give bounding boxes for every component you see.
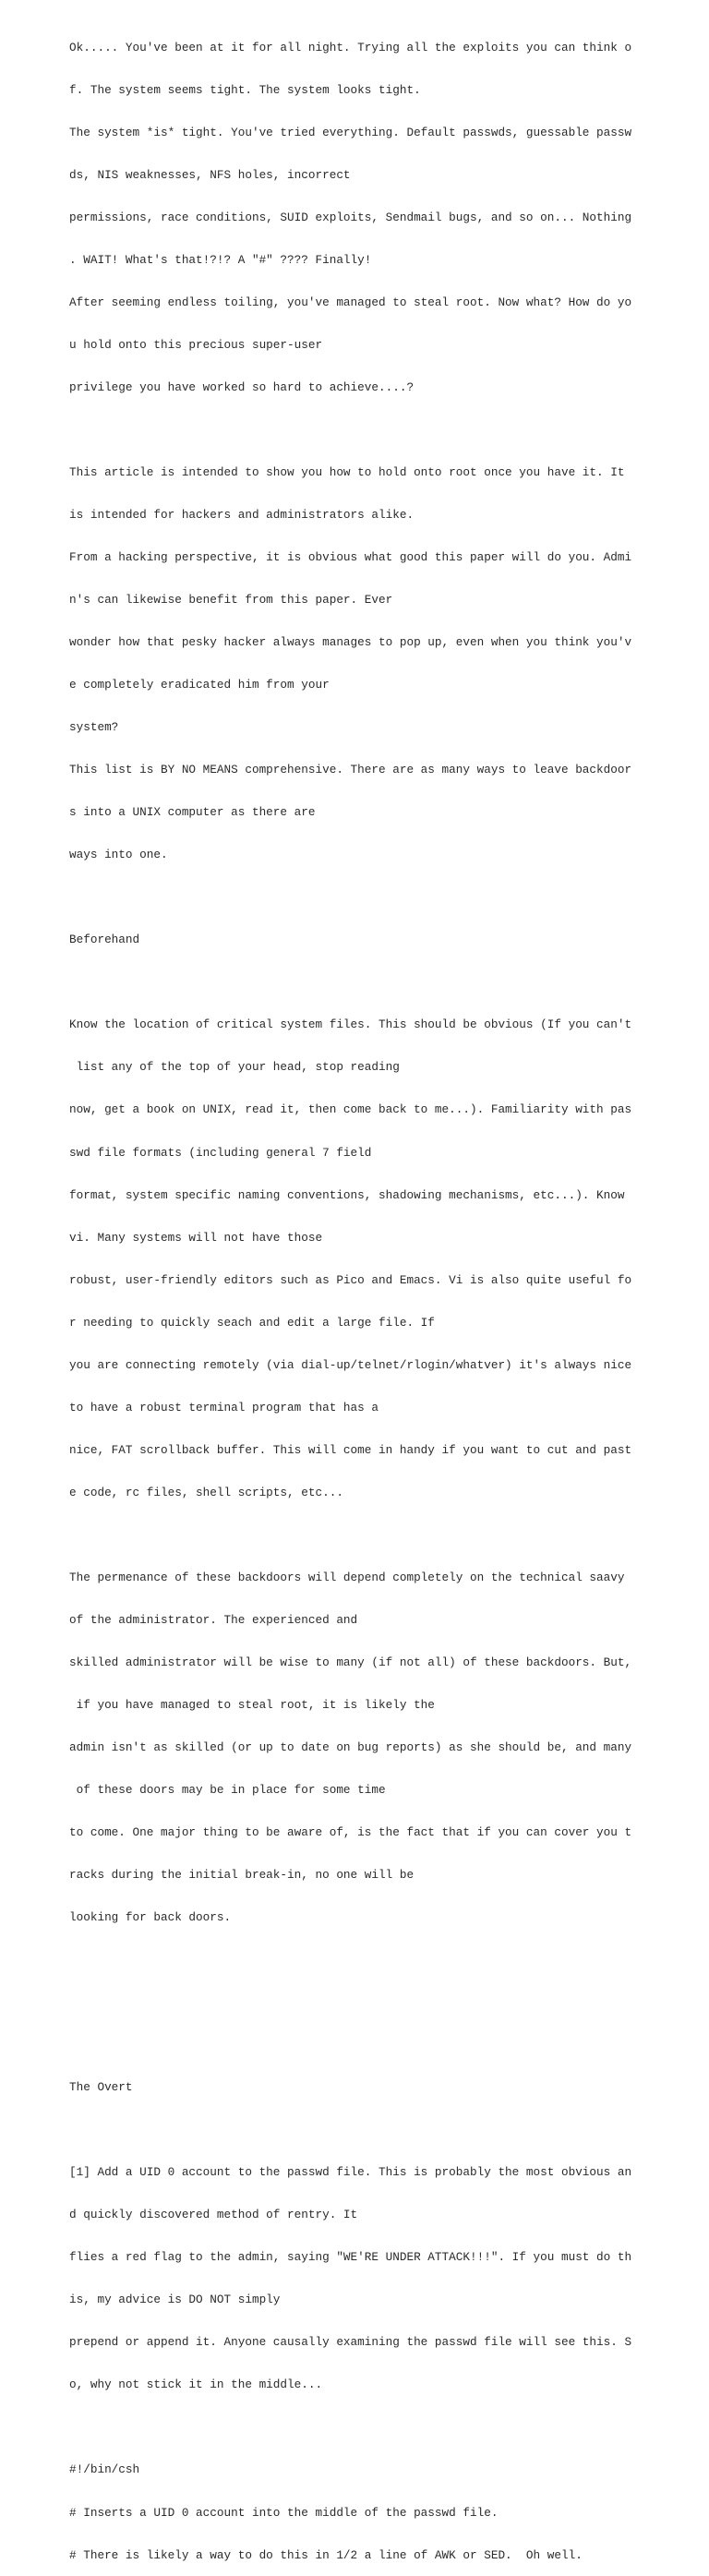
- section-heading-the-overt: The Overt: [69, 2080, 133, 2095]
- text-line: u hold onto this precious super-user: [69, 337, 323, 352]
- text-line: . WAIT! What's that!?!? A "#" ???? Finally!: [69, 252, 372, 267]
- text-line: to come. One major thing to be aware of, is the fact that if you can cover you t: [69, 1825, 632, 1839]
- text-line: robust, user-friendly editors such as Pico and Emacs. Vi is also quite useful fo: [69, 1272, 632, 1287]
- text-line: skilled administrator will be wise to many (if not all) of these backdoors. But,: [69, 1655, 632, 1669]
- text-line: n's can likewise benefit from this paper. Ever: [69, 593, 393, 608]
- text-line: This list is BY NO MEANS comprehensive. There are as many ways to leave backdoor: [69, 763, 632, 777]
- text-line: wonder how that pesky hacker always manages to pop up, even when you think you'v: [69, 635, 632, 650]
- text-line: e code, rc files, shell scripts, etc...: [69, 1485, 343, 1499]
- code-line: # Inserts a UID 0 account into the middle of the passwd file.: [69, 2505, 499, 2520]
- text-line: From a hacking perspective, it is obvious what good this paper will do you. Admi: [69, 550, 632, 565]
- blank-line: [69, 975, 623, 989]
- text-line: if you have managed to steal root, it is likely the: [69, 1697, 435, 1712]
- text-line: e completely eradicated him from your: [69, 678, 330, 692]
- text-line: list any of the top of your head, stop reading: [69, 1060, 400, 1075]
- text-line: ds, NIS weaknesses, NFS holes, incorrect: [69, 167, 351, 182]
- text-line: Know the location of critical system files. This should be obvious (If you can't: [69, 1017, 632, 1032]
- blank-line: [69, 2123, 623, 2137]
- text-line: nice, FAT scrollback buffer. This will come in handy if you want to cut and past: [69, 1442, 632, 1457]
- text-line: This article is intended to show you how to hold onto root once you have it. It: [69, 465, 625, 479]
- text-line: to have a robust terminal program that has a: [69, 1400, 379, 1414]
- text-line: vi. Many systems will not have those: [69, 1230, 323, 1245]
- code-line: # There is likely a way to do this in 1/2 a line of AWK or SED. Oh well.: [69, 2547, 583, 2562]
- text-line: swd file formats (including general 7 field: [69, 1145, 372, 1160]
- text-line: ways into one.: [69, 848, 168, 862]
- text-line: d quickly discovered method of rentry. It: [69, 2208, 358, 2222]
- blank-line: [69, 2038, 623, 2052]
- text-line: of the administrator. The experienced and: [69, 1612, 358, 1627]
- text-line: admin isn't as skilled (or up to date on bug reports) as she should be, and many: [69, 1739, 632, 1754]
- text-line: flies a red flag to the admin, saying "WE'RE UNDER ATTACK!!!". If you must do th: [69, 2250, 632, 2265]
- text-line: privilege you have worked so hard to achieve....?: [69, 379, 415, 394]
- text-line: is intended for hackers and administrators alike.: [69, 508, 415, 523]
- section-heading-beforehand: Beforehand: [69, 933, 140, 947]
- text-line: Ok..... You've been at it for all night. Trying all the exploits you can think o: [69, 40, 632, 54]
- code-line: #!/bin/csh: [69, 2462, 140, 2477]
- text-line: now, get a book on UNIX, read it, then come back to me...). Familiarity with pas: [69, 1102, 632, 1117]
- text-line: s into a UNIX computer as there are: [69, 805, 316, 820]
- blank-line: [69, 423, 623, 437]
- text-line: permissions, race conditions, SUID exploits, Sendmail bugs, and so on... Nothing: [69, 210, 632, 224]
- blank-line: [69, 2420, 623, 2434]
- text-line: format, system specific naming conventions, shadowing mechanisms, etc...). Know: [69, 1187, 625, 1202]
- text-line: of these doors may be in place for some time: [69, 1782, 386, 1797]
- blank-line: [69, 1953, 623, 1967]
- text-line: The permenance of these backdoors will depend completely on the technical saavy: [69, 1570, 625, 1584]
- text-line: f. The system seems tight. The system looks tight.: [69, 82, 421, 97]
- text-line: racks during the initial break-in, no one will be: [69, 1868, 415, 1883]
- text-line: r needing to quickly seach and edit a large file. If: [69, 1315, 435, 1330]
- text-line: you are connecting remotely (via dial-up/telnet/rlogin/whatver) it's always nice: [69, 1357, 632, 1372]
- text-line: system?: [69, 720, 119, 735]
- document-text: [69, 12, 632, 2576]
- text-line: After seeming endless toiling, you've managed to steal root. Now what? How do yo: [69, 295, 632, 309]
- text-line: [1] Add a UID 0 account to the passwd file. This is probably the most obvious an: [69, 2165, 632, 2180]
- blank-line: [69, 1528, 623, 1542]
- blank-line: [69, 1995, 623, 2009]
- blank-line: [69, 890, 623, 904]
- text-line: o, why not stick it in the middle...: [69, 2377, 323, 2392]
- text-line: is, my advice is DO NOT simply: [69, 2293, 281, 2307]
- text-line: looking for back doors.: [69, 1910, 232, 1925]
- text-line: prepend or append it. Anyone causally examining the passwd file will see this. S: [69, 2335, 632, 2350]
- text-line: The system *is* tight. You've tried everything. Default passwds, guessable passw: [69, 125, 632, 139]
